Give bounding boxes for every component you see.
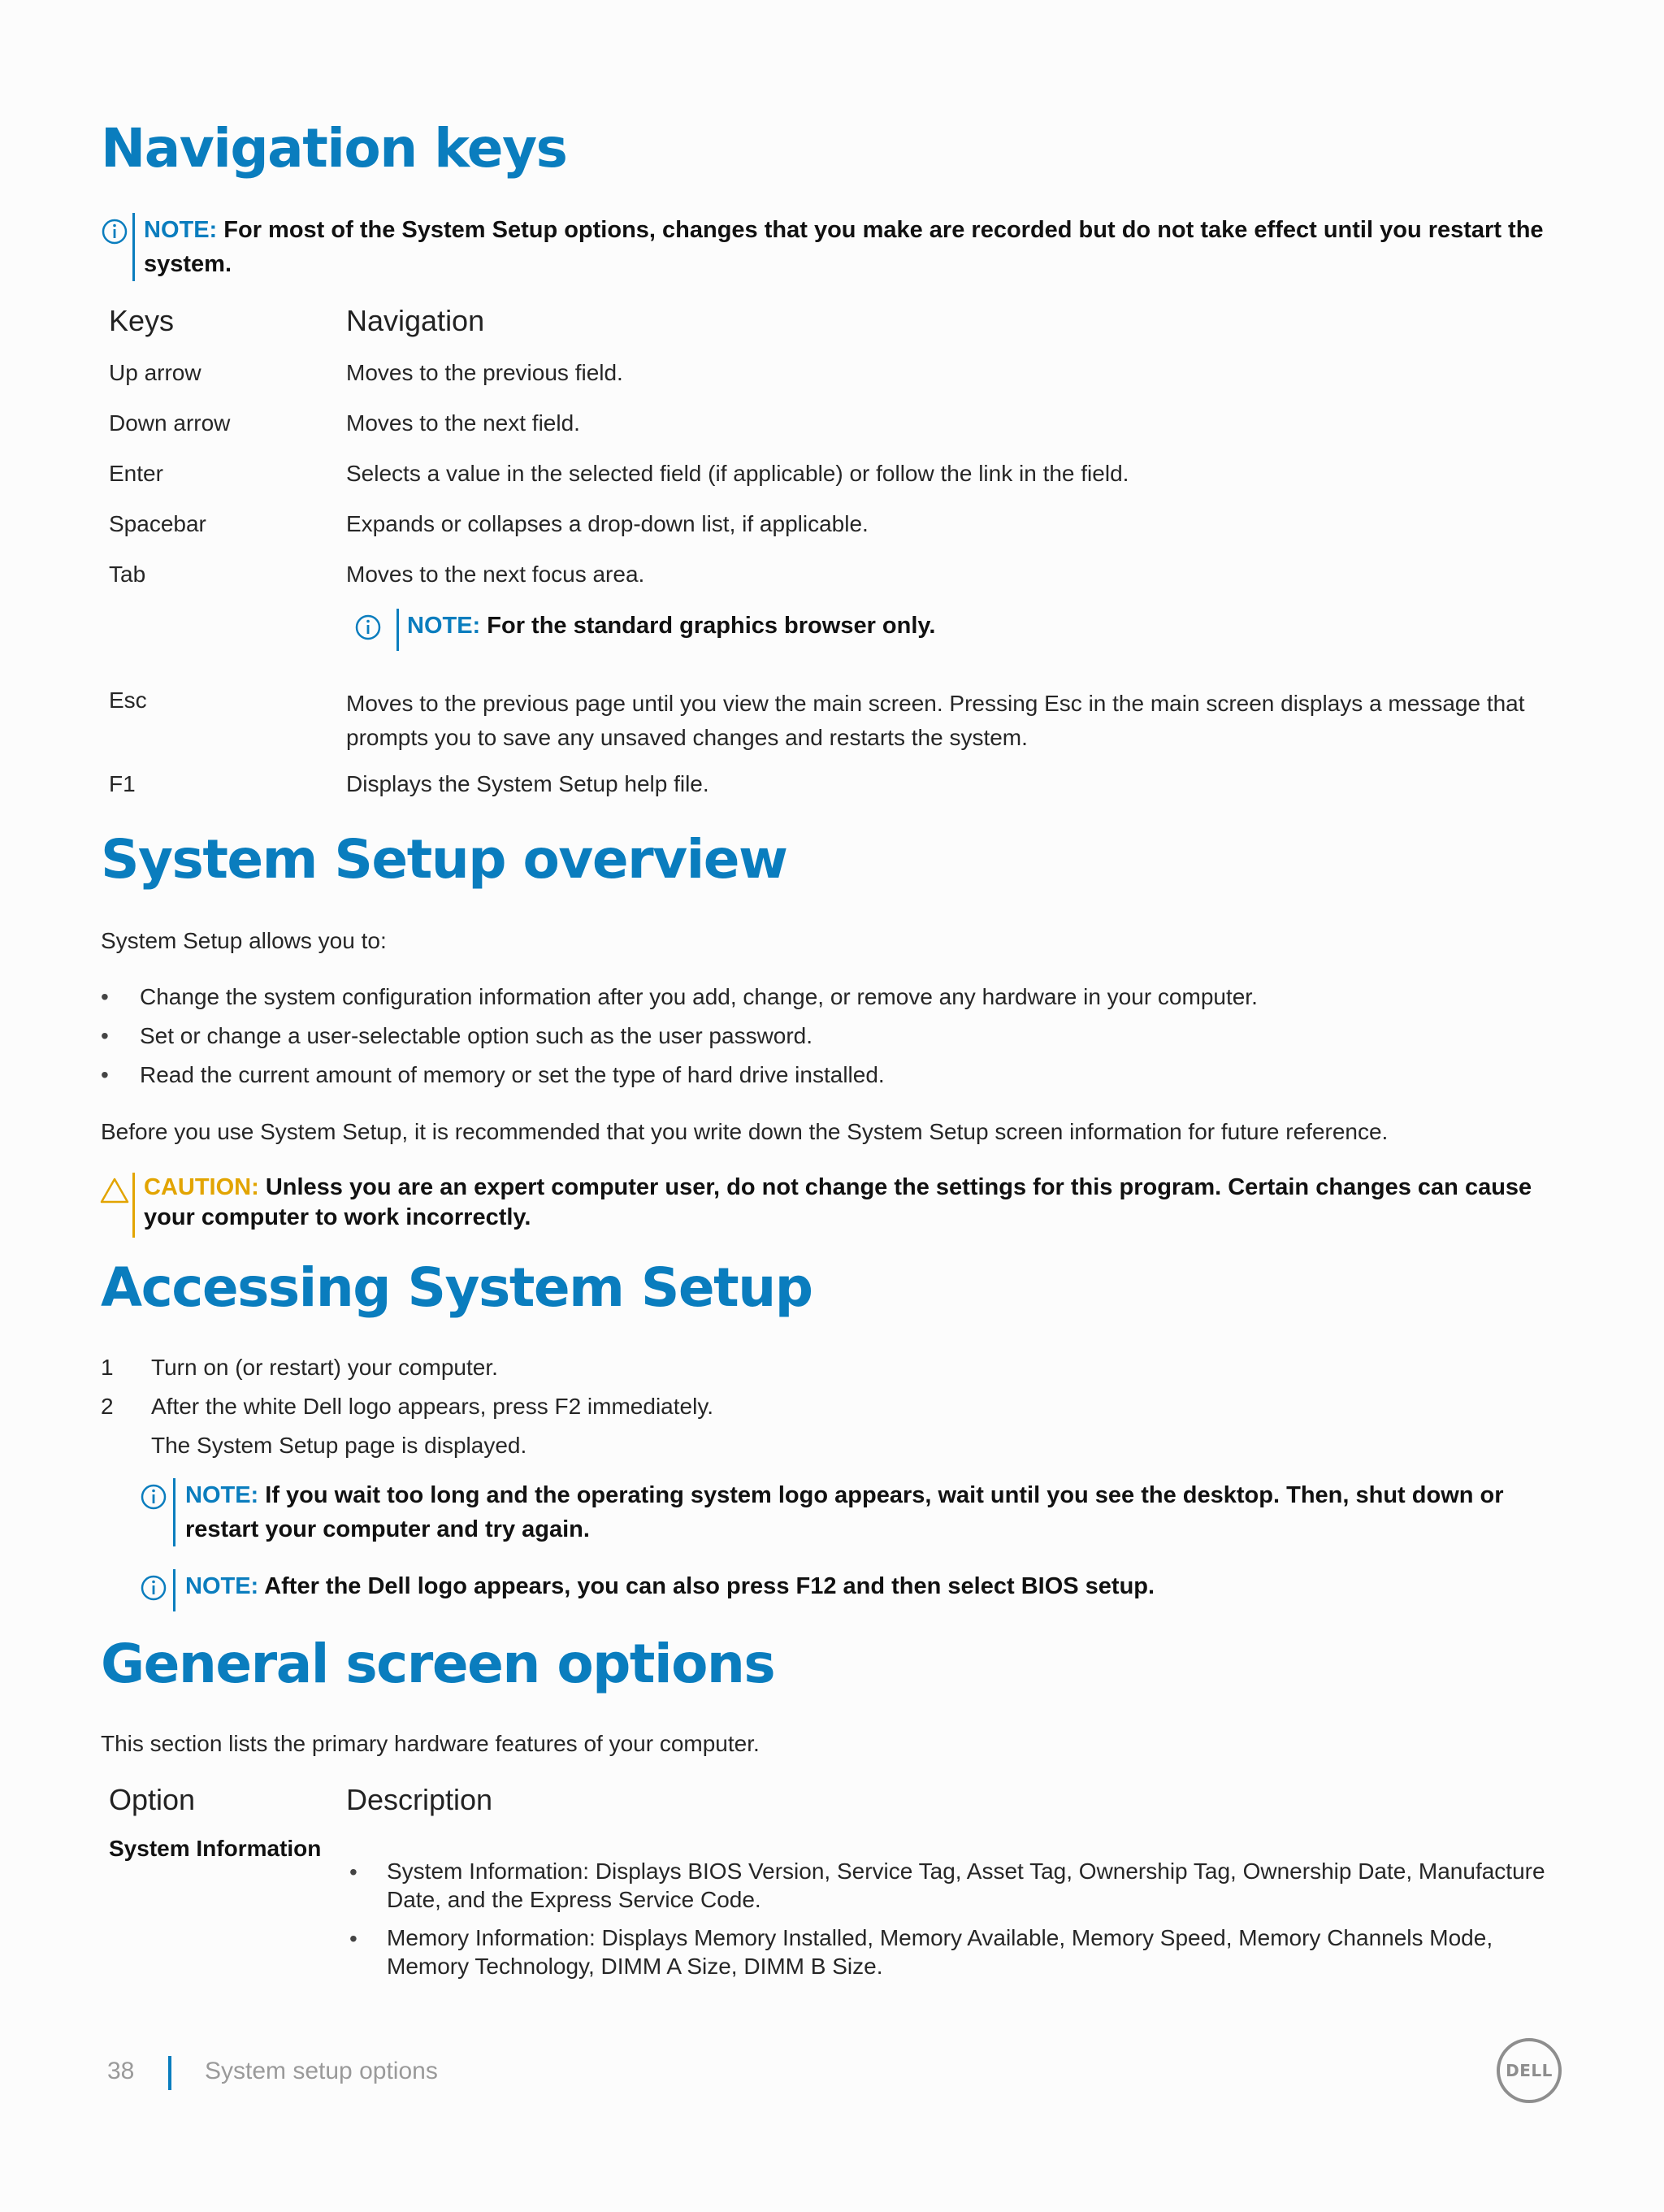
step-text: Turn on (or restart) your computer. [151, 1355, 498, 1380]
note-label: NOTE: [185, 1573, 259, 1599]
navigation-cell: Moves to the next field. [346, 410, 580, 436]
heading-general-screen-options: General screen options [101, 1633, 775, 1695]
key-cell: Down arrow [109, 410, 231, 436]
heading-accessing-system-setup: Accessing System Setup [101, 1256, 812, 1319]
navigation-cell: Moves to the next focus area. [346, 562, 645, 587]
bullet-dot: • [101, 1062, 109, 1087]
list-item: Read the current amount of memory or set the type of hard drive installed. [140, 1062, 885, 1087]
table-header-option: Option [109, 1783, 196, 1816]
bullet-dot: • [349, 1859, 358, 1885]
note-press-f12 [185, 1569, 1155, 1603]
note-text: If you wait too long and the operating system logo appears, wait until you see the desktop. Then, shut down or restart your computer and try again. [185, 1482, 1504, 1542]
note-label: NOTE: [185, 1482, 259, 1508]
dell-logo-text: DELL [1506, 2061, 1553, 2080]
general-intro: This section lists the primary hardware features of your computer. [101, 1731, 760, 1756]
dell-logo [1497, 2038, 1562, 2103]
step-result: The System Setup page is displayed. [151, 1433, 527, 1458]
caution-settings [144, 1173, 1558, 1233]
step-number: 2 [101, 1394, 114, 1419]
caution-text: Unless you are an expert computer user, do not change the settings for this program. Certain changes can cause your computer to work incorrectly. [144, 1174, 1532, 1230]
option-cell: System Information [109, 1836, 322, 1861]
note-label: NOTE: [144, 217, 218, 243]
key-cell: Enter [109, 461, 163, 486]
caution-bar [132, 1173, 135, 1238]
list-item: Set or change a user-selectable option such as the user password. [140, 1023, 813, 1048]
table-header-navigation: Navigation [346, 304, 485, 337]
step-text: After the white Dell logo appears, press F2 immediately. [151, 1394, 714, 1419]
list-item: Change the system configuration information after you add, change, or remove any hardware in your computer. [140, 984, 1258, 1009]
overview-intro: System Setup allows you to: [101, 928, 387, 953]
navigation-cell: Selects a value in the selected field (if applicable) or follow the link in the field. [346, 461, 1129, 486]
heading-navigation-keys: Navigation keys [101, 117, 567, 180]
info-circle-icon [101, 218, 128, 245]
table-header-keys: Keys [109, 304, 175, 337]
note-bar [173, 1569, 176, 1611]
info-circle-icon [354, 614, 382, 641]
table-header-description: Description [346, 1783, 493, 1816]
note-bar [173, 1478, 176, 1546]
list-item: System Information: Displays BIOS Version, Service Tag, Asset Tag, Ownership Tag, Ownership Date, Manufacture Date, and the Express Service Code. [387, 1859, 1545, 1912]
note-system-setup-restart [144, 213, 1558, 281]
heading-system-setup-overview: System Setup overview [101, 828, 787, 891]
info-circle-icon [140, 1574, 167, 1602]
navigation-cell: Moves to the previous page until you view the main screen. Pressing Esc in the main screen displays a message that prompts you to save any unsaved changes and restarts the system. [346, 691, 1525, 750]
navigation-cell: Displays the System Setup help file. [346, 771, 709, 796]
note-label: NOTE: [407, 613, 481, 639]
list-item: Memory Information: Displays Memory Installed, Memory Available, Memory Speed, Memory Channels Mode, Memory Technology, DIMM A Size, DIMM B Size. [387, 1925, 1493, 1979]
key-cell: Tab [109, 562, 146, 587]
navigation-cell: Moves to the previous field. [346, 360, 623, 385]
navigation-cell: Expands or collapses a drop-down list, if applicable. [346, 511, 869, 536]
info-circle-icon [140, 1483, 167, 1511]
footer-divider [168, 2056, 171, 2090]
note-bar [396, 609, 399, 651]
key-cell: Esc [109, 687, 147, 713]
footer-section-title: System setup options [205, 2058, 438, 2084]
key-cell: Up arrow [109, 360, 202, 385]
note-bar [132, 213, 135, 281]
note-text: After the Dell logo appears, you can also press F12 and then select BIOS setup. [258, 1573, 1155, 1599]
page-number: 38 [107, 2058, 135, 2084]
key-cell: F1 [109, 771, 136, 796]
bullet-dot: • [349, 1926, 358, 1951]
note-graphics-browser [407, 609, 935, 643]
step-number: 1 [101, 1355, 114, 1380]
note-text: For most of the System Setup options, changes that you make are recorded but do not take effect until you restart the system. [144, 217, 1544, 277]
overview-paragraph: Before you use System Setup, it is recommended that you write down the System Setup screen information for future reference. [101, 1119, 1389, 1144]
caution-label: CAUTION: [144, 1174, 259, 1200]
warning-triangle-icon [99, 1177, 130, 1204]
key-cell: Spacebar [109, 511, 206, 536]
bullet-dot: • [101, 1023, 109, 1048]
note-wait-too-long [185, 1478, 1566, 1546]
bullet-dot: • [101, 984, 109, 1009]
note-text: For the standard graphics browser only. [480, 613, 936, 639]
